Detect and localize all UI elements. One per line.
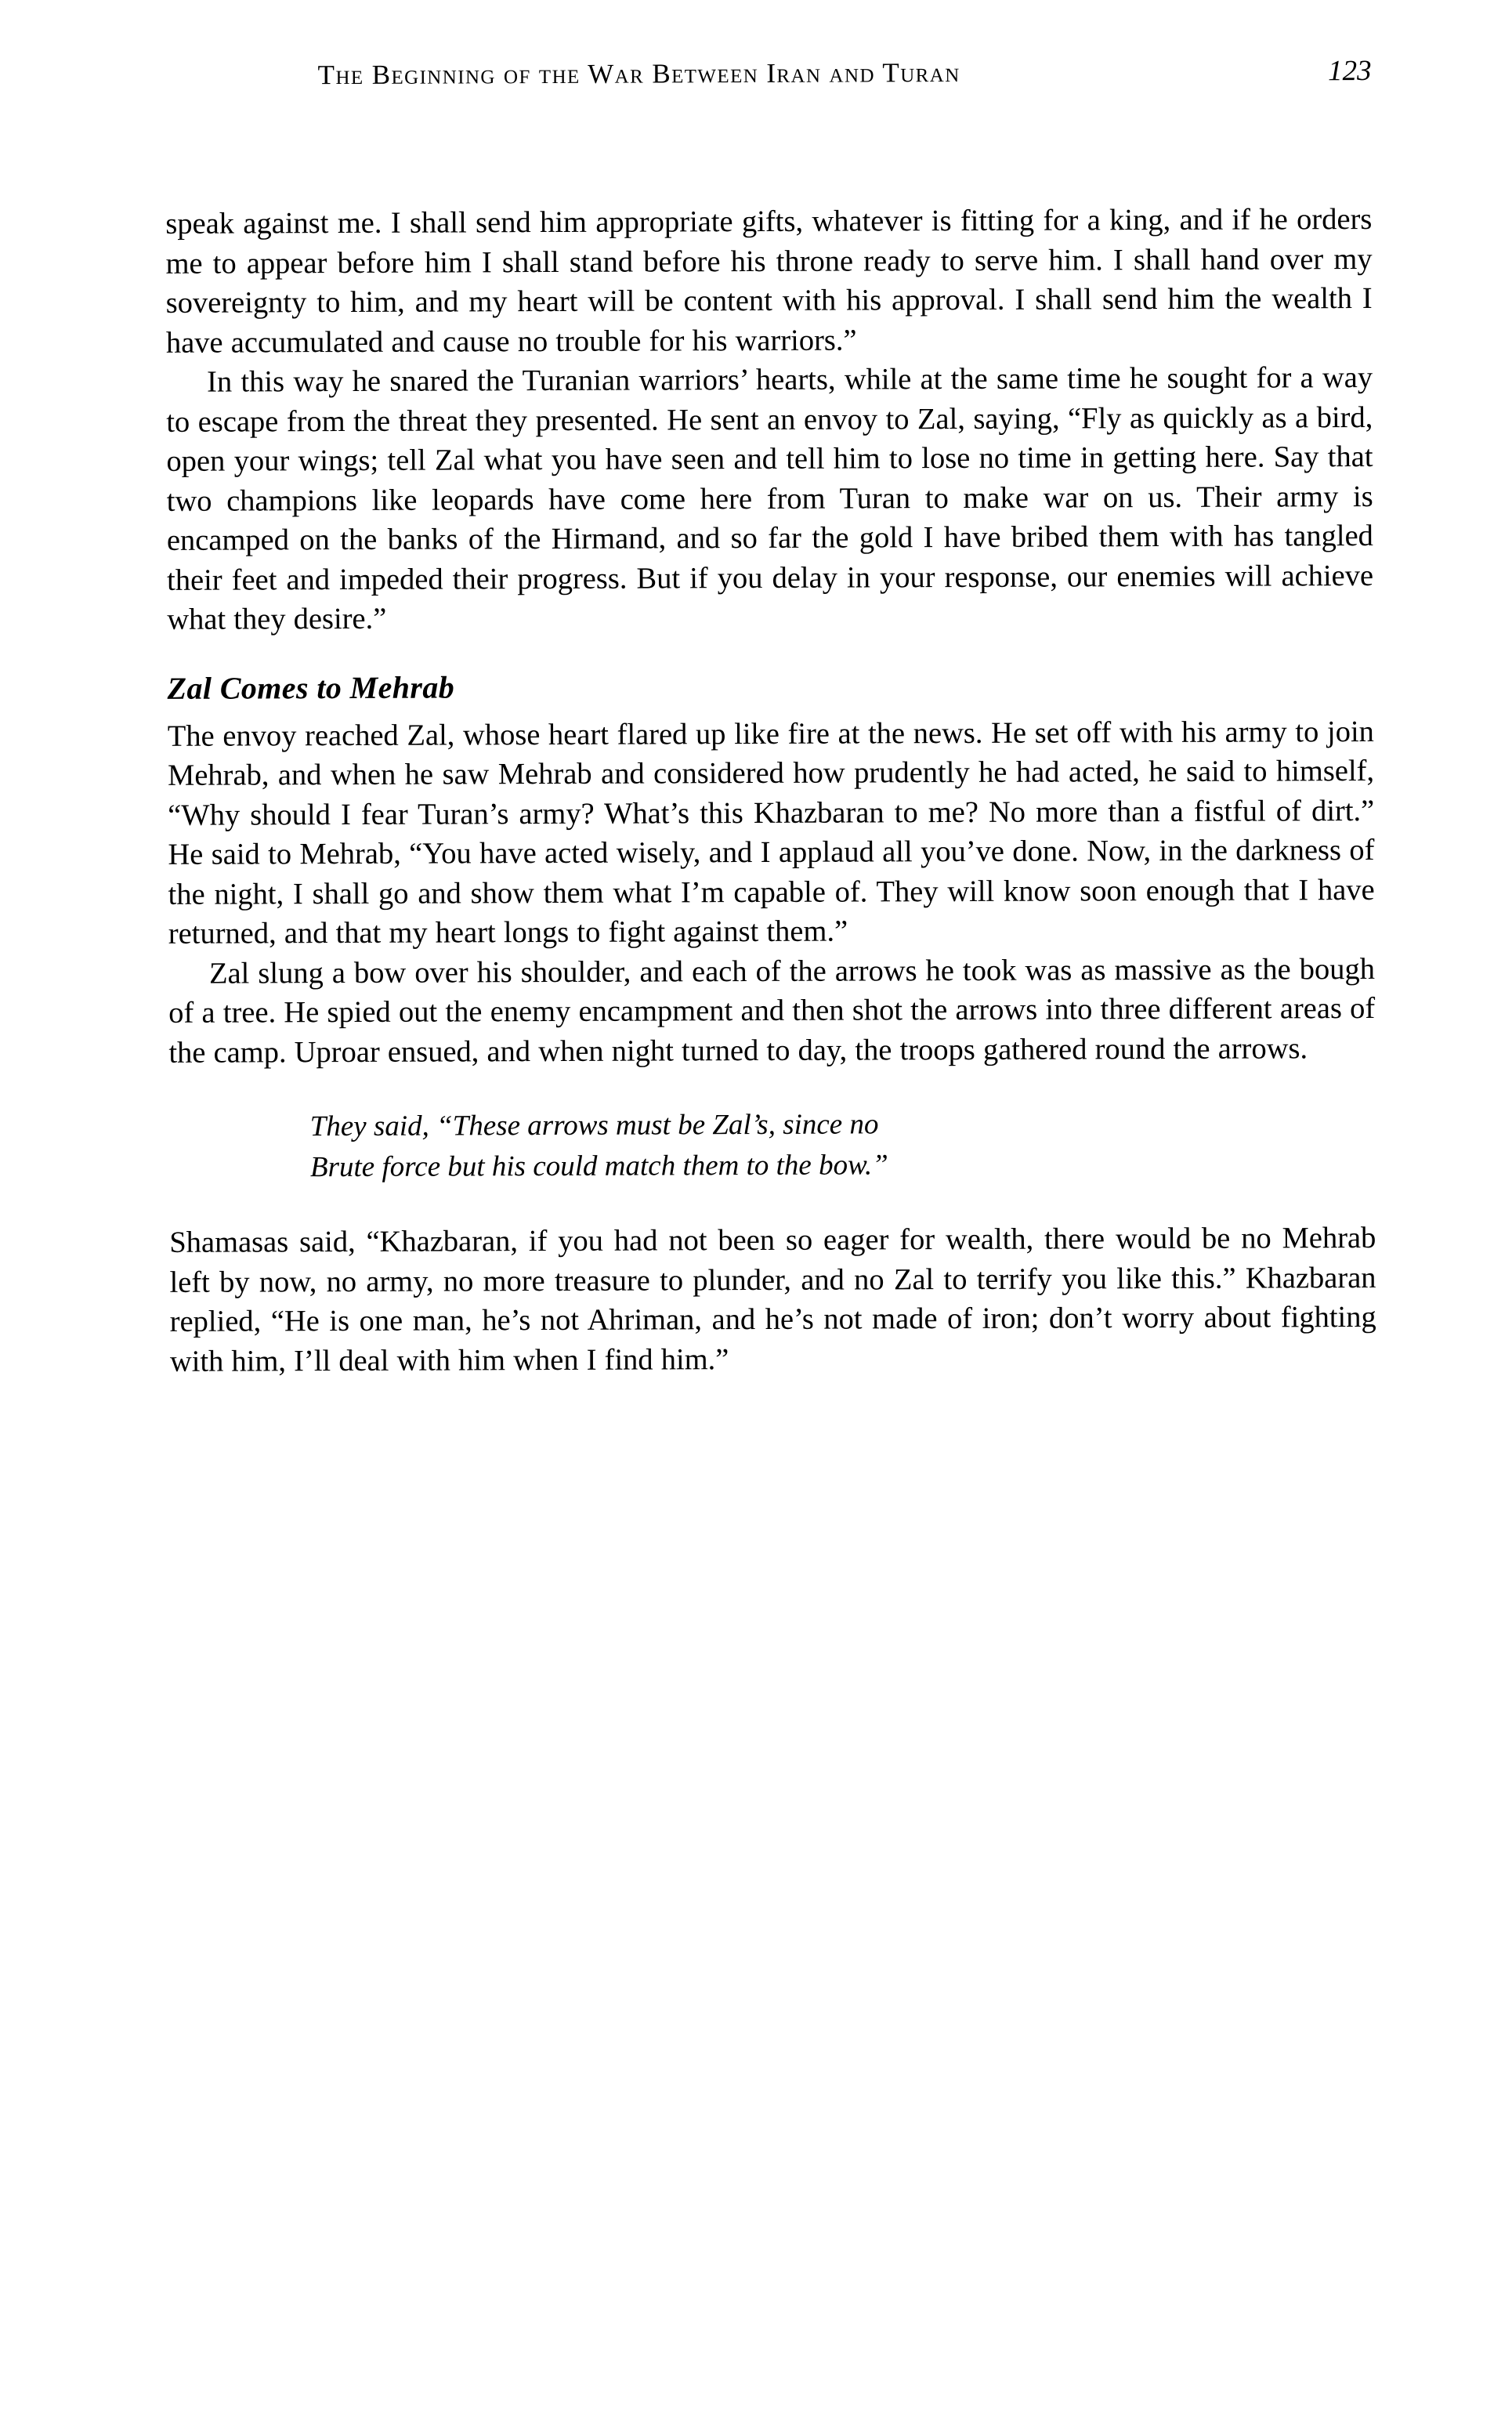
section-heading: Zal Comes to Mehrab xyxy=(167,668,455,706)
verse-line: Brute force but his could match them to the bow.” xyxy=(309,1149,888,1184)
paragraph: Zal slung a bow over his shoulder, and each of the arrows he took was as massive as the bough of a tree. He spied out the enemy encampment and then shot the arrows into three different areas of the camp. Uproar ensued, and when night turned to day, the troops gathered round the arrows. xyxy=(168,952,1376,1070)
paragraph: The envoy reached Zal, whose heart flared up like fire at the news. He set off with his army to join Mehrab, and when he saw Mehrab and considered how prudently he had acted, he said to himself, “Why should I fear Turan’s army? What’s this Khazbaran to me? No more than a fistful of dirt.” He said to Mehrab, “You have acted wisely, and I applaud all you’ve done. Now, in the darkness of the night, I shall go and show them what I’m capable of. They will know soon enough that I have returned, and that my heart longs to fight against them.” xyxy=(167,715,1375,950)
running-header xyxy=(165,54,1372,109)
paragraph: In this way he snared the Turanian warriors’ hearts, while at the same time he sought for a way to escape from the threat they presented. He sent an envoy to Zal, saying, “Fly as quickly as a bird, open your wings; tell Zal what you have seen and tell him to lose no time in getting here. Say that two champions like leopards have come here from Turan to make war on us. Their army is encamped on the banks of the Hirmand, and so far the gold I have bribed them with has tangled their feet and impeded their progress. But if you delay in your response, our enemies will achieve what they desire.” xyxy=(166,360,1374,636)
page-number: 123 xyxy=(1328,54,1372,88)
page-text-block xyxy=(165,200,1376,1381)
running-header-title: The Beginning of the War Between Iran and Turan xyxy=(317,56,960,91)
paragraph: speak against me. I shall send him appropriate gifts, whatever is fitting for a king, and if he orders me to appear before him I shall stand before his throne ready to serve him. I shall hand over my sovereignty to him, and my heart will be content with his approval. I shall send him the wealth I have accumulated and cause no trouble for his warriors.” xyxy=(165,202,1373,360)
verse-line: They said, “These arrows must be Zal’s, since no xyxy=(309,1108,879,1143)
paragraph: Shamasas said, “Khazbaran, if you had not been so eager for wealth, there would be no Mehrab left by now, no army, no more treasure to plunder, and no Zal to terrify you like this.” Khazbaran replied, “He is one man, he’s not Ahriman, and he’s not made of iron; don’t worry about fighting with him, I’ll deal with him when I find him.” xyxy=(169,1221,1376,1378)
verse-quote xyxy=(169,1068,1376,1223)
